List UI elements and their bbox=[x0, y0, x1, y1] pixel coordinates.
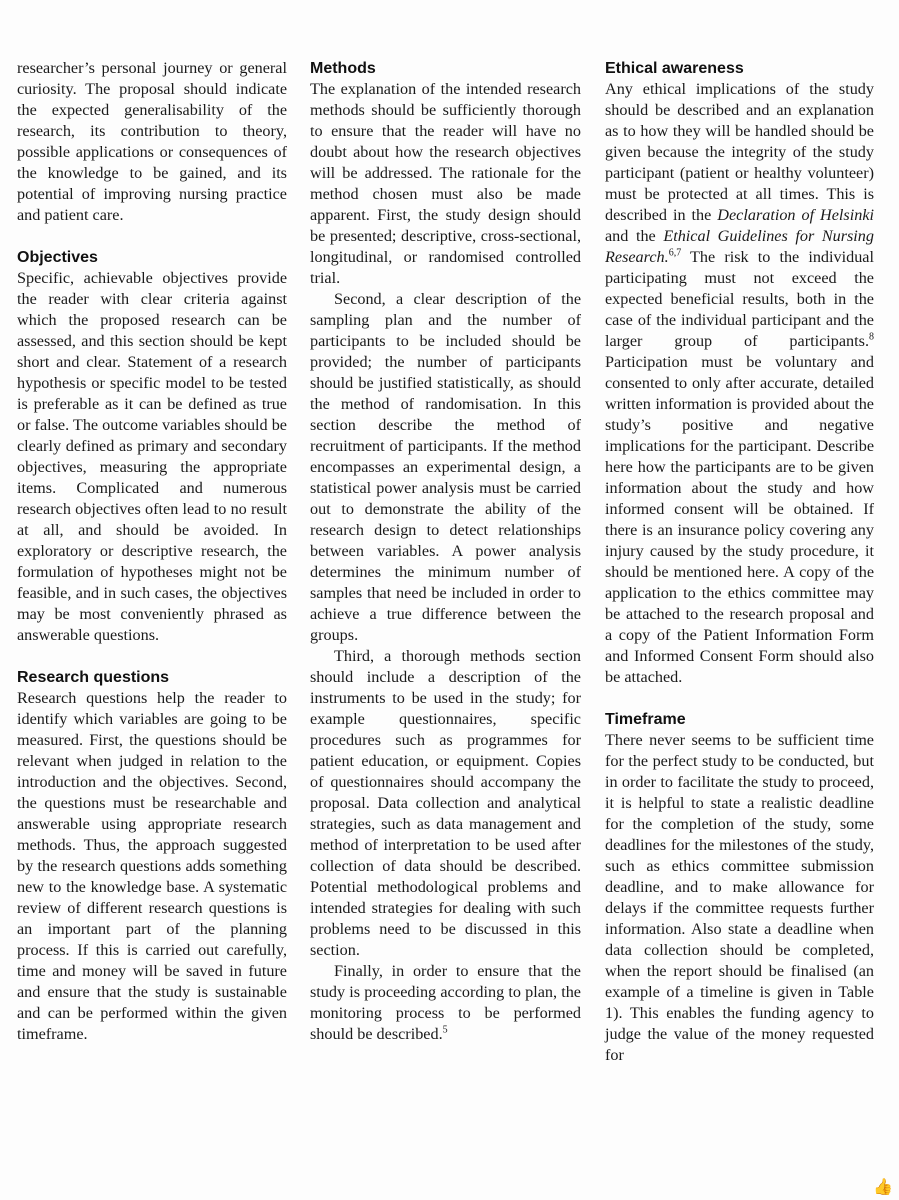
methods-paragraph-4 bbox=[310, 961, 581, 1045]
methods-paragraph-3: Third, a thorough methods section should include a description of the instruments to be used in the study; for example questionnaires, specific procedures such as programmes for patient education, or equipment. Copies of questionnaires should accompany the proposal. Data collection and analytical strategies, such as data management and method of interpretation to be used after collection of data should be described. Potential methodological problems and intended strategies for dealing with such problems need to be discussed in this section. bbox=[310, 647, 581, 959]
declaration-of-helsinki: Declaration of Helsinki bbox=[717, 206, 874, 224]
reference-8: 8 bbox=[869, 331, 874, 343]
ethics-text-b: The risk to the individual participating must not exceed the expected beneficial results, both in the case of the individual participant and the larger group of participants. bbox=[605, 248, 874, 350]
column-right bbox=[605, 58, 874, 1066]
intro-paragraph: researcher’s personal journey or general curiosity. The proposal should indicate the expected generalisability of the research, its contribution to theory, possible applications or consequences of the knowledge to be gained, and its potential of improving nursing practice and patient care. bbox=[17, 59, 287, 224]
objectives-paragraph: Specific, achievable objectives provide the reader with clear criteria against which the proposed research can be assessed, and this section should be kept short and clear. Statement of a research hypothesis or specific model to be tested is preferable as it can be defined as true or false. The outcome variables should be clearly defined as primary and secondary objectives, measuring the appropriate items. Complicated and numerous research objectives often lead to no result at all, and should be avoided. In exploratory or descriptive research, the formulation of hypotheses might not be feasible, and in such cases, the objectives may be most conveniently phrased as answerable questions. bbox=[17, 269, 287, 644]
column-left bbox=[17, 58, 287, 1045]
ethics-and: and the bbox=[605, 227, 656, 245]
research-questions-paragraph: Research questions help the reader to identify which variables are going to be measured. First, the questions should be relevant when judged in relation to the introduction and the objectives. Second, the questions must be researchable and answerable using appropriate research methods. Thus, the approach suggested by the research questions adds something new to the knowledge base. A systematic review of different research questions is an important part of the planning process. If this is carried out carefully, time and money will be saved in future and ensure that the study is sustainable and can be performed within the given timeframe. bbox=[17, 689, 287, 1043]
ethical-guidelines-title: Ethical Guidelines for Nursing Research. bbox=[605, 227, 874, 266]
ethics-text-c: Participation must be voluntary and consented to only after accurate, detailed written information is provided about the study’s positive and negative implications for the participant. Describe here how the participants are to be given information about the study and how informed consent will be obtained. If there is an insurance policy covering any injury caused by the study procedure, it should be mentioned here. A copy of the application to the ethics committee may be attached to the research proposal and a copy of the Patient Information Form and Informed Consent Form should also be attached. bbox=[605, 353, 874, 686]
research-questions-heading: Research questions bbox=[17, 669, 170, 686]
reference-5: 5 bbox=[442, 1024, 448, 1036]
objectives-heading: Objectives bbox=[17, 249, 98, 266]
thumbs-up-icon: 👍 bbox=[873, 1177, 893, 1196]
methods-paragraph-1: The explanation of the intended research methods should be sufficiently thorough to ensure that the reader will have no doubt about how the research objectives will be addressed. The rationale for the method chosen must also be made apparent. First, the study design should be presented; descriptive, cross-sectional, longitudinal, or randomised controlled trial. bbox=[310, 80, 581, 287]
timeframe-heading: Timeframe bbox=[605, 711, 686, 728]
ethical-awareness-paragraph bbox=[605, 79, 874, 688]
methods-heading: Methods bbox=[310, 60, 376, 77]
timeframe-paragraph: There never seems to be sufficient time for the perfect study to be conducted, but in order to facilitate the study to proceed, it is helpful to state a realistic deadline for the completion of the study, some deadlines for the milestones of the study, such as ethics committee submission deadline, and to make allowance for delays if the committee requests further information. Also state a deadline when data collection should be completed, when the report should be finalised (an example of a timeline is given in Table 1). This enables the funding agency to judge the value of the money requested for bbox=[605, 731, 874, 1064]
methods-paragraph-2: Second, a clear description of the sampling plan and the number of participants to be included should be provided; the number of participants should be justified statistically, as should the method of randomisation. In this section describe the method of recruitment of participants. If the method encompasses an experimental design, a statistical power analysis must be carried out to demonstrate the ability of the research design to detect relationships between variables. A power analysis determines the minimum number of samples that need be included in order to achieve a true difference between the groups. bbox=[310, 290, 581, 644]
ethical-awareness-heading: Ethical awareness bbox=[605, 60, 744, 77]
methods-paragraph-4-text: Finally, in order to ensure that the study is proceeding according to plan, the monitoring process to be performed should be described. bbox=[310, 962, 581, 1043]
reference-6-7: 6,7 bbox=[668, 247, 682, 259]
column-middle bbox=[310, 58, 581, 1045]
ethics-text-a: Any ethical implications of the study should be described and an explanation as to how they will be handled should be given because the integrity of the study participant (patient or healthy volunteer) must be protected at all times. This is described in the bbox=[605, 80, 874, 224]
